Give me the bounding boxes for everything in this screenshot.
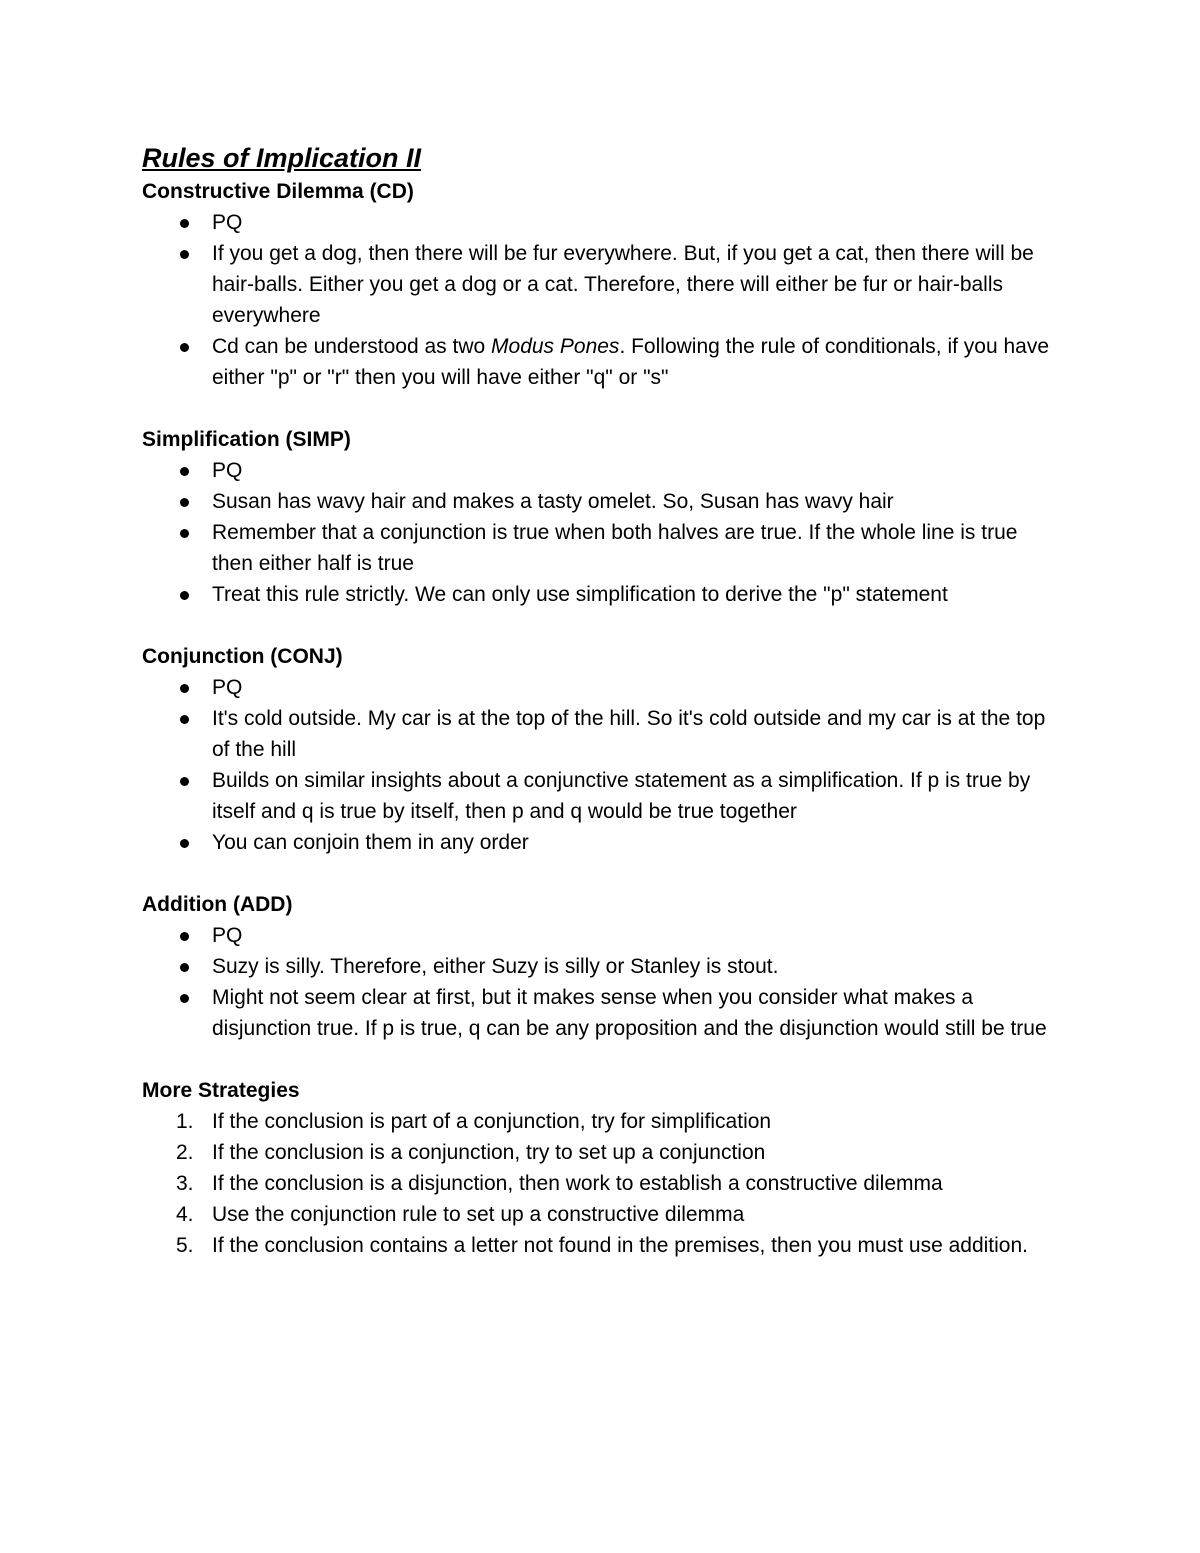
list-item [142,1199,1062,1230]
list-item-text: PQ [212,924,243,947]
list-item [142,455,1062,486]
document-page [142,140,1062,1261]
bullet-list [142,672,1062,858]
section-heading: Simplification (SIMP) [142,428,351,451]
list-item-text: If the conclusion contains a letter not found in the premises, then you must use addition. [212,1234,1028,1257]
bullet-icon [180,684,189,693]
list-item-text: If the conclusion is a conjunction, try to set up a conjunction [212,1141,766,1164]
list-item [142,982,1062,1044]
list-item [142,703,1062,765]
bullet-icon [180,219,189,228]
list-item-text: Susan has wavy hair and makes a tasty omelet. So, Susan has wavy hair [212,490,894,513]
list-item [142,1230,1062,1261]
list-item-text: Might not seem clear at first, but it makes sense when you consider what makes a disjunction true. If p is true, q can be any proposition and the disjunction would still be true [212,986,1047,1040]
section-heading: Conjunction (CONJ) [142,645,343,668]
bullet-list [142,455,1062,610]
list-item [142,672,1062,703]
list-item-text-italic: Modus Pones [491,335,620,358]
list-item [142,238,1062,331]
section-heading: Addition (ADD) [142,893,293,916]
list-item [142,207,1062,238]
section-heading: More Strategies [142,1079,300,1102]
numbered-list [142,1106,1062,1261]
list-item-text: Treat this rule strictly. We can only use simplification to derive the "p" statement [212,583,948,606]
list-number: 2. [176,1141,194,1164]
list-item [142,486,1062,517]
section-heading: Constructive Dilemma (CD) [142,180,414,203]
bullet-icon [180,467,189,476]
bullet-list [142,920,1062,1044]
list-item-text: If the conclusion is part of a conjunction, try for simplification [212,1110,772,1133]
section-simplification [142,424,1062,610]
list-item [142,1106,1062,1137]
list-item-text: Builds on similar insights about a conjunctive statement as a simplification. If p is true by itself and q is true by itself, then p and q would be true together [212,769,1031,823]
bullet-icon [180,715,189,724]
list-item-text: PQ [212,459,243,482]
list-number: 1. [176,1110,194,1133]
doc-title: Rules of Implication II [142,143,422,173]
bullet-icon [180,839,189,848]
bullet-icon [180,250,189,259]
list-item [142,951,1062,982]
list-item-text: Use the conjunction rule to set up a constructive dilemma [212,1203,745,1226]
bullet-icon [180,343,189,352]
section-addition [142,889,1062,1044]
list-item-text: You can conjoin them in any order [212,831,529,854]
bullet-icon [180,529,189,538]
list-item-text: PQ [212,676,243,699]
bullet-icon [180,591,189,600]
list-item-text: PQ [212,211,243,234]
list-item-text: If you get a dog, then there will be fur everywhere. But, if you get a cat, then there will be hair-balls. Either you get a dog or a cat. Therefore, there will either be fur or hair-balls everywhere [212,242,1034,327]
list-number: 4. [176,1203,194,1226]
bullet-icon [180,963,189,972]
list-number: 5. [176,1234,194,1257]
list-item [142,1168,1062,1199]
section-constructive-dilemma [142,176,1062,393]
list-item [142,827,1062,858]
list-item [142,1137,1062,1168]
list-item [142,331,1062,393]
list-item [142,517,1062,579]
section-conjunction [142,641,1062,858]
bullet-list [142,207,1062,393]
list-number: 3. [176,1172,194,1195]
list-item [142,579,1062,610]
bullet-icon [180,994,189,1003]
bullet-icon [180,932,189,941]
list-item-text-after: . Following the rule of conditionals, if you have either "p" or "r" then you will have either "q" or "s" [212,335,1050,389]
list-item-text: Suzy is silly. Therefore, either Suzy is silly or Stanley is stout. [212,955,779,978]
list-item-text-before: Cd can be understood as two [212,335,492,358]
list-item-text: It's cold outside. My car is at the top of the hill. So it's cold outside and my car is at the top of the hill [212,707,1046,761]
bullet-icon [180,498,189,507]
list-item-text: Remember that a conjunction is true when both halves are true. If the whole line is true then either half is true [212,521,1018,575]
list-item [142,920,1062,951]
bullet-icon [180,777,189,786]
section-more-strategies [142,1075,1062,1261]
list-item-text: If the conclusion is a disjunction, then work to establish a constructive dilemma [212,1172,943,1195]
list-item [142,765,1062,827]
